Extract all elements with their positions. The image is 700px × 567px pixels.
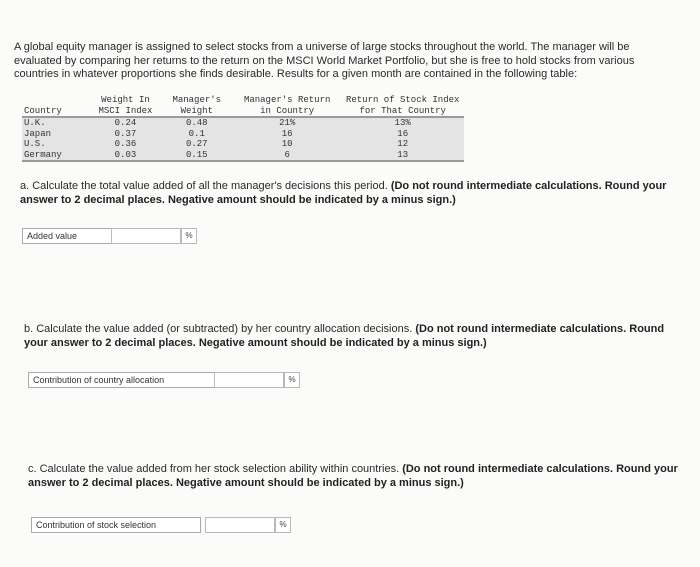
table-cell: 16 — [397, 128, 409, 139]
question-c — [28, 463, 688, 490]
problem-intro: A global equity manager is assigned to select stocks from a universe of large stocks throughout the world. The manager will be evaluated by comparing her returns to the return on the MSCI World Market Portfolio, but she is free to hold stocks from various countries in whatever proportions she finds desirable. Results for a given month are contained in the following table: — [14, 41, 635, 80]
table-row — [22, 139, 464, 150]
table-cell: 10 — [281, 139, 293, 149]
header-manager-return: Manager's Return in Country — [243, 95, 331, 116]
header-index-return: Return of Stock Index for That Country — [345, 95, 460, 116]
table-cell: 13 — [397, 149, 409, 160]
question-c-instructions: (Do not round intermediate calculations. Round your answer to 2 decimal places. Negative amount should be indicated by a minus sign.) — [28, 463, 678, 489]
question-b-instructions: (Do not round intermediate calculations. Round your answer to 2 decimal places. Negative amount should be indicated by a minus sign.) — [24, 323, 665, 349]
header-manager-weight: Manager's Weight — [172, 95, 222, 116]
table-cell: 0.03 — [114, 149, 137, 160]
country-allocation-label: Contribution of country allocation — [28, 372, 216, 388]
table-cell: Japan — [24, 128, 52, 139]
table-cell: 0.27 — [185, 139, 208, 149]
question-b — [24, 323, 684, 350]
table-cell: 6 — [284, 149, 290, 160]
question-a-instructions: (Do not round intermediate calculations. Round your answer to 2 decimal places. Negative amount should be indicated by a minus sign.) — [20, 180, 667, 206]
question-b-text: b. Calculate the value added (or subtracted) by her country allocation decisions. — [24, 323, 416, 335]
table-cell: 12 — [397, 139, 409, 149]
table-cell: 0.15 — [185, 149, 208, 160]
table-cell: 0.37 — [114, 128, 137, 139]
question-c-text: c. Calculate the value added from her stock selection ability within countries. — [28, 463, 403, 475]
answer-row-b — [28, 372, 308, 388]
table-cell: U.K. — [24, 118, 46, 128]
table-cell: 0.36 — [114, 139, 137, 149]
table-header-row — [22, 95, 464, 117]
table-cell: 0.24 — [114, 118, 137, 128]
table-row — [22, 117, 464, 129]
table-cell: 0.1 — [188, 128, 205, 139]
percent-unit: % — [275, 517, 291, 533]
table-cell: 16 — [281, 128, 293, 139]
table-cell: 0.48 — [185, 118, 208, 128]
table-row — [22, 129, 464, 140]
added-value-label: Added value — [22, 228, 112, 244]
percent-unit: % — [284, 372, 300, 388]
stock-selection-label: Contribution of stock selection — [31, 517, 201, 533]
answer-row-c — [31, 517, 301, 533]
header-country: Country — [24, 105, 62, 116]
country-allocation-input[interactable] — [214, 372, 284, 388]
table-row — [22, 150, 464, 162]
question-a-text: a. Calculate the total value added of all the manager's decisions this period. — [20, 180, 391, 192]
percent-unit: % — [181, 228, 197, 244]
table-cell: U.S. — [24, 139, 46, 149]
added-value-input[interactable] — [111, 228, 181, 244]
table-cell: 13% — [394, 118, 411, 128]
table-cell: Germany — [24, 149, 62, 160]
answer-row-a — [22, 228, 202, 244]
returns-table — [22, 95, 464, 162]
stock-selection-input[interactable] — [205, 517, 275, 533]
header-msci-weight: Weight In MSCI Index — [98, 95, 153, 116]
table-cell: 21% — [279, 118, 296, 128]
question-a — [20, 180, 680, 207]
